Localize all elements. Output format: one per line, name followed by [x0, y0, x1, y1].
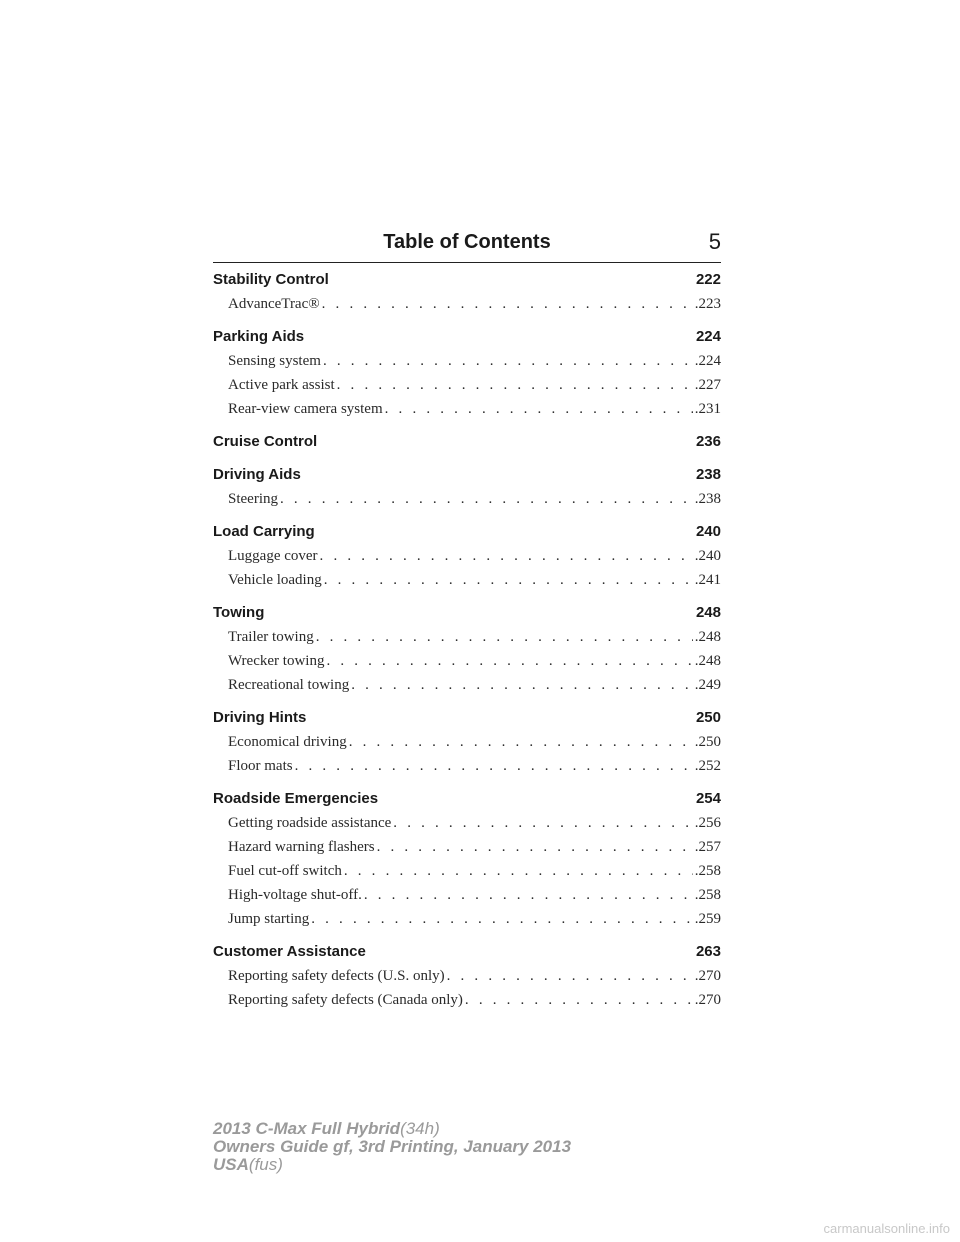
page-title: Table of Contents [383, 231, 551, 253]
toc-entry[interactable] [213, 649, 721, 673]
toc-entry[interactable] [213, 349, 721, 373]
toc-entry-title: Floor mats [228, 758, 293, 774]
dot-leader [385, 397, 693, 421]
table-of-contents [213, 268, 721, 1021]
toc-entry[interactable] [213, 907, 721, 931]
toc-section-title: Customer Assistance [213, 943, 366, 960]
toc-entry-title: Vehicle loading [228, 572, 322, 588]
toc-entry-title: High-voltage shut-off. [228, 887, 362, 903]
toc-section [213, 706, 721, 778]
dot-leader [320, 544, 693, 568]
toc-entry[interactable] [213, 883, 721, 907]
toc-section-heading[interactable] [213, 325, 721, 349]
toc-entry-title: Jump starting [228, 911, 310, 927]
dot-leader [323, 349, 693, 373]
dot-leader [393, 811, 692, 835]
dot-leader [344, 859, 693, 883]
watermark: carmanualsonline.info [823, 1221, 950, 1236]
dot-leader [377, 835, 693, 859]
toc-section-page: 248 [695, 604, 721, 621]
toc-entry-title: Active park assist [228, 377, 335, 393]
page-number: 5 [708, 229, 721, 254]
toc-entry-page: .238 [694, 491, 721, 507]
toc-section-title: Stability Control [213, 271, 329, 288]
toc-section [213, 325, 721, 421]
toc-section-title: Driving Hints [213, 709, 307, 726]
toc-section [213, 430, 721, 454]
toc-entry-page: .258 [694, 887, 721, 903]
dot-leader [322, 292, 693, 316]
toc-section-page: 222 [695, 271, 721, 288]
toc-section [213, 940, 721, 1012]
toc-entry-title: Trailer towing [228, 629, 314, 645]
toc-entry-page: .257 [694, 839, 721, 855]
toc-section-page: 263 [695, 943, 721, 960]
toc-entry-page: .258 [694, 863, 721, 879]
toc-entry-title: Fuel cut-off switch [228, 863, 342, 879]
footer-region: USA [213, 1155, 249, 1174]
toc-section-heading[interactable] [213, 268, 721, 292]
dot-leader [447, 964, 693, 988]
toc-entry[interactable] [213, 625, 721, 649]
toc-entry-page: .240 [694, 548, 721, 564]
toc-section-heading[interactable] [213, 430, 721, 454]
footer-model: 2013 C-Max Full Hybrid [213, 1119, 401, 1138]
toc-section-title: Driving Aids [213, 466, 301, 483]
toc-section-heading[interactable] [213, 463, 721, 487]
dot-leader [295, 754, 693, 778]
dot-leader [465, 988, 693, 1012]
toc-entry-title: Wrecker towing [228, 653, 325, 669]
toc-section-heading[interactable] [213, 787, 721, 811]
toc-entry[interactable] [213, 673, 721, 697]
toc-entry-title: Recreational towing [228, 677, 350, 693]
toc-entry-title: Hazard warning flashers [228, 839, 375, 855]
toc-entry-title: Sensing system [228, 353, 321, 369]
toc-section-page: 236 [695, 433, 721, 450]
toc-entry[interactable] [213, 811, 721, 835]
toc-section-page: 250 [695, 709, 721, 726]
toc-entry-page: .270 [694, 968, 721, 984]
dot-leader [364, 883, 693, 907]
footer-model-code: (34h) [400, 1119, 440, 1138]
toc-entry-title: Economical driving [228, 734, 347, 750]
toc-section-page: 240 [695, 523, 721, 540]
toc-entry-title: Rear-view camera system [228, 401, 383, 417]
toc-entry[interactable] [213, 544, 721, 568]
toc-section-page: 238 [695, 466, 721, 483]
toc-entry-page: .231 [694, 401, 721, 417]
toc-entry-title: Steering [228, 491, 278, 507]
toc-entry[interactable] [213, 730, 721, 754]
toc-entry-title: Reporting safety defects (U.S. only) [228, 968, 445, 984]
footer-region-code: (fus) [248, 1155, 283, 1174]
toc-entry-page: .249 [694, 677, 721, 693]
toc-entry-title: Reporting safety defects (Canada only) [228, 992, 463, 1008]
dot-leader [349, 730, 693, 754]
document-footer [213, 1120, 571, 1174]
toc-entry-page: .252 [694, 758, 721, 774]
toc-section-heading[interactable] [213, 520, 721, 544]
footer-line-1 [213, 1120, 571, 1138]
toc-entry-page: .248 [694, 629, 721, 645]
dot-leader [280, 487, 693, 511]
toc-entry-page: .270 [694, 992, 721, 1008]
toc-section [213, 463, 721, 511]
toc-entry-page: .259 [694, 911, 721, 927]
toc-entry-title: AdvanceTrac® [228, 296, 320, 312]
toc-section [213, 520, 721, 592]
toc-entry[interactable] [213, 568, 721, 592]
toc-entry-page: .248 [694, 653, 721, 669]
toc-section [213, 268, 721, 316]
dot-leader [326, 649, 692, 673]
toc-section-page: 254 [695, 790, 721, 807]
toc-section-title: Roadside Emergencies [213, 790, 379, 807]
footer-line-3 [213, 1156, 571, 1174]
toc-section-heading[interactable] [213, 940, 721, 964]
toc-section-title: Parking Aids [213, 328, 305, 345]
toc-entry[interactable] [213, 859, 721, 883]
toc-entry-page: .224 [694, 353, 721, 369]
toc-section-page: 224 [695, 328, 721, 345]
dot-leader [316, 625, 693, 649]
toc-section [213, 601, 721, 697]
toc-entry[interactable] [213, 397, 721, 421]
toc-entry[interactable] [213, 964, 721, 988]
toc-entry-page: .241 [694, 572, 721, 588]
toc-section-heading[interactable] [213, 601, 721, 625]
page-header [213, 228, 721, 263]
dot-leader [351, 673, 693, 697]
toc-entry[interactable] [213, 292, 721, 316]
toc-entry[interactable] [213, 988, 721, 1012]
toc-entry[interactable] [213, 487, 721, 511]
toc-entry-title: Getting roadside assistance [228, 815, 392, 831]
dot-leader [324, 568, 693, 592]
toc-section-heading[interactable] [213, 706, 721, 730]
footer-line-2: Owners Guide gf, 3rd Printing, January 2013 [213, 1137, 572, 1156]
toc-entry[interactable] [213, 754, 721, 778]
toc-section-title: Cruise Control [213, 433, 318, 450]
toc-entry-page: .227 [694, 377, 721, 393]
toc-entry-page: .256 [694, 815, 721, 831]
toc-entry-page: .250 [694, 734, 721, 750]
dot-leader [337, 373, 693, 397]
dot-leader [311, 907, 693, 931]
toc-entry[interactable] [213, 835, 721, 859]
toc-section [213, 787, 721, 931]
toc-section-title: Load Carrying [213, 523, 315, 540]
toc-section-title: Towing [213, 604, 265, 621]
toc-entry-page: .223 [694, 296, 721, 312]
toc-entry[interactable] [213, 373, 721, 397]
toc-entry-title: Luggage cover [228, 548, 318, 564]
